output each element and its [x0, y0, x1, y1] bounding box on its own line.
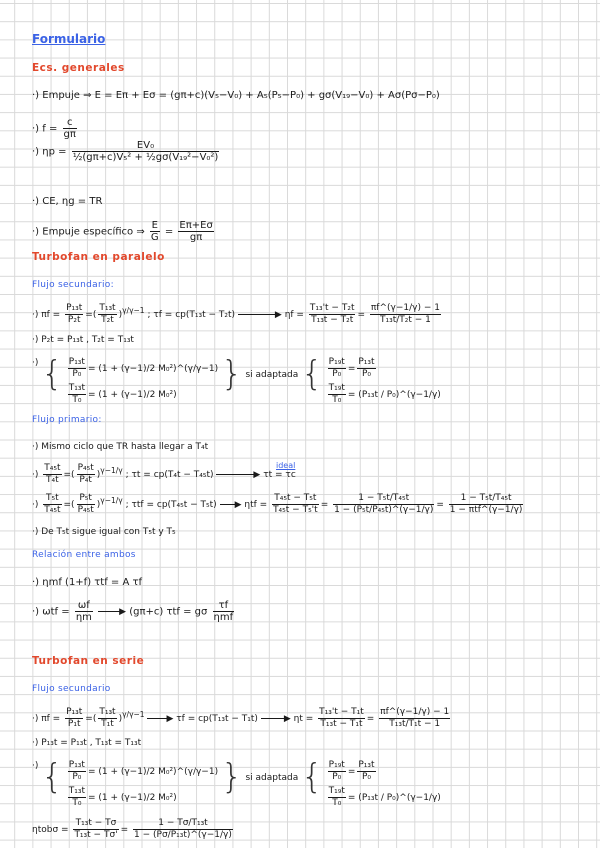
- par-ad1-frac: [328, 357, 346, 380]
- ser-pi-label: ·) πf =: [32, 714, 61, 724]
- f-denominator: gπ: [63, 129, 76, 140]
- arrow-head-icon: ▶: [234, 499, 242, 510]
- arrow-head-icon: ▶: [119, 606, 127, 617]
- subheading-primario: Flujo primario:: [32, 415, 102, 425]
- par-ad2-rhs: = (P₁₃t / P₀)^(γ−1/γ): [347, 390, 441, 400]
- p1-tau: ; τt = cp(T₄t − T₄₅t): [125, 470, 214, 480]
- par-sys2-frac: [68, 383, 86, 406]
- par-sys1-rhs: = (1 + (γ−1)/2 M₀²)^(γ/γ−1): [87, 364, 219, 374]
- left-brace: {: [301, 757, 323, 797]
- ser-eta-d: T₁₃t − T₁t: [320, 719, 363, 729]
- rel-line-1: ·) ηmf (1+f) τtf = A τf: [32, 577, 143, 588]
- par-ad1-n2: P₁₃t: [358, 357, 375, 367]
- arrow: [261, 718, 287, 719]
- ser-tobo-line: ηtobσ = $\frac{\text{T₁₃t − Tσ}}{\text{T₁₃t − Tσ'}}$ = $\frac{\text{1 − Tσ/T₁₃t}}{\text{1 − (Pσ/P₁₃t)\textasciicircum{}(γ−1/γ)}}$: [32, 818, 232, 840]
- par-ad1-frac2: [357, 357, 375, 380]
- par-pi-n1: P₁₃t: [66, 303, 83, 313]
- etap-fraction: [72, 140, 220, 163]
- par-eta-n2: πf^(γ−1/γ) − 1: [370, 303, 440, 313]
- ce-line: ·) CE, ηg = TR: [32, 196, 103, 207]
- par-pi-frac1: [65, 303, 83, 326]
- par-eta-n1: T₁₃'t − T₂t: [309, 303, 355, 313]
- par-pi-line: ·) πf = $\frac{\text{P₁₃t}}{\text{P₂t}}$ =( $\frac{\text{T₁₃t}}{\text{T₂t}}$ )$^{\gamma/\gamma-1}$ ; τf = cp(T₁₃t − T₂t) ▶ ηf = $\frac{\text{T₁₃'t − T₂t}}{\text{T₁₃t − T₂t}}$ = $\frac{\pi f\^{}(\gamma-1/\gamma) - 1}{\text{T₁₃t/T₂t − 1}}$: [32, 303, 440, 325]
- par-pi-n2: T₁₃t: [99, 303, 116, 313]
- ser-pi-line: ·) πf = $\frac{\text{P₁₃t}}{\text{P₁t}}$ =( $\frac{\text{T₁₃t}}{\text{T₁t}}$ )$^{\gamma/\gamma-1}$ ▶ τf = cp(T₁₃t − T₁t) ▶ ηt = $\frac{\text{T₁₃'t − T₁t}}{\text{T₁₃t − T₁t}}$ = $\frac{\pi f\^{}(\gamma-1/\gamma) - 1}{\text{T₁₃t/T₁t − 1}}$: [32, 707, 450, 729]
- etap-numerator: EV₀: [72, 140, 220, 152]
- ser-ad1-frac: [328, 760, 346, 783]
- p2-ed: T₄₅t − T₅'t: [273, 505, 318, 515]
- p2-d: T₄₅t: [44, 505, 61, 515]
- ser-eta-n2: πf^(γ−1/γ) − 1: [380, 707, 450, 717]
- f-numerator: c: [63, 117, 77, 129]
- par-eta-d1: T₁₃t − T₂t: [311, 315, 354, 325]
- arrow: [216, 474, 256, 475]
- empuje-especifico-label: ·) Empuje específico ⇒: [32, 226, 145, 238]
- p2-efrac1: [272, 493, 319, 516]
- esp-den-2: gπ: [189, 232, 203, 243]
- de-t5t-line: ·) De T₅t sigue igual con T₅t y T₅: [32, 527, 176, 537]
- par-ad2-frac: [328, 383, 346, 406]
- p2-d2: P₄₅t: [77, 505, 94, 515]
- etap-line: [32, 140, 221, 163]
- subheading-secundario-serie: Flujo secundario: [32, 684, 111, 694]
- par-sys1-frac: [68, 357, 86, 380]
- subheading-secundario: Flujo secundario:: [32, 280, 114, 290]
- ser-pi-d1: P₁t: [67, 719, 81, 729]
- p2-n: T₅t: [43, 493, 61, 505]
- ser-ad2-rhs: = (P₁₃t / P₀)^(γ−1/γ): [347, 793, 441, 803]
- rel2-d: ηm: [75, 612, 92, 623]
- p2-ed2: 1 − (P₅t/P₄₅t)^(γ−1/γ): [334, 505, 434, 515]
- p1-frac2: [77, 463, 95, 486]
- rel2-n: ωf: [75, 600, 93, 612]
- section-heading-paralelo: Turbofan en paralelo: [32, 251, 165, 263]
- par-tau: ; τf = cp(T₁₃t − T₂t): [147, 310, 236, 320]
- arrow-head-icon: ▶: [166, 713, 174, 724]
- ser-eta-n: T₁₃'t − T₁t: [319, 707, 364, 717]
- par-primario-2: ·) $\frac{\text{T₅t}}{\text{T₄₅t}}$ =( $\frac{\text{P₅t}}{\text{P₄₅t}}$ )$^{\gamma-1/\gamma}$ ; τtf = cp(T₄₅t − T₅t) ▶ ηtf = $\frac{\text{T₄₅t − T₅t}}{\text{T₄₅t − T₅'t}}$ = $\frac{\text{1 − T₅t/T₄₅t}}{\text{1 − (P₅t/P₄₅t)\textasciicircum{}(γ−1/γ)}}$ = $\frac{\text{1 − T₅t/T₄₅t}}{\text{1 − πtf\textasciicircum{}(γ−1/γ)}}$: [32, 493, 523, 515]
- ser-ad1-frac2: [357, 760, 375, 783]
- par-sys2-d: T₀: [72, 395, 82, 405]
- ser-eta-label: ηt =: [293, 714, 314, 724]
- rel2-n2: τf: [213, 600, 235, 612]
- ser-sys2-n: T₁₃t: [68, 786, 86, 796]
- left-brace: {: [301, 354, 323, 394]
- par-ad1-d2: P₀: [361, 369, 371, 379]
- f-fraction: [63, 117, 77, 140]
- ser-pi-exp: γ/γ−1: [122, 710, 145, 719]
- par-pi-d1: P₂t: [67, 315, 81, 325]
- empuje-formula: (gπ+c)(V₅−V₀) + A₅(P₅−P₀) + gσ(V₁₉−V₀) + Aσ(Pσ−P₀): [170, 90, 440, 101]
- par-eta-frac2: [370, 303, 441, 326]
- tobo-n: T₁₃t − Tσ: [73, 818, 118, 830]
- rel2-frac1: [75, 600, 93, 623]
- ser-pi-frac1: [65, 707, 83, 730]
- p2-eta: ηtf =: [244, 500, 268, 510]
- ser-sys1-n: P₁₃t: [68, 760, 85, 770]
- ser-eta-d2: T₁₃t/T₁t − 1: [389, 719, 441, 729]
- ser-sys2-rhs: = (1 + (γ−1)/2 M₀²): [88, 793, 177, 803]
- bullet: ·): [32, 500, 39, 510]
- arrow-head-icon: ▶: [283, 713, 291, 724]
- par-pi-d2: T₂t: [101, 315, 114, 325]
- page-title: Formulario: [32, 32, 106, 46]
- ser-tau: τf = cp(T₁₃t − T₁t): [176, 714, 258, 724]
- par-primario-1: ·) $\frac{\text{T₄₅t}}{\text{T₄t}}$ =( $\frac{\text{P₄₅t}}{\text{P₄t}}$ )$^{\gamma-1/\gamma}$ ; τt = cp(T₄t − T₄₅t) ▶ τt = τc ideal: [32, 461, 296, 485]
- par-sys1-d: P₀: [72, 369, 82, 379]
- f-label: ·) f =: [32, 123, 58, 135]
- left-brace: {: [41, 354, 63, 394]
- par-pi-exp: γ/γ−1: [122, 306, 145, 315]
- ser-sys1-d: P₀: [72, 772, 82, 782]
- rel2-frac2: [213, 600, 235, 623]
- rel2-mid: (gπ+c) τtf = gσ: [129, 606, 208, 618]
- par-adaptada: si adaptada: [245, 370, 299, 380]
- tobo-frac1: [73, 818, 118, 841]
- p1-frac1: [43, 463, 61, 486]
- bullet: ·): [32, 470, 39, 480]
- ser-ad2-n: T₁₉t: [328, 786, 345, 796]
- p2-en2: 1 − T₅t/T₄₅t: [333, 493, 434, 505]
- par-pi-frac2: [98, 303, 116, 326]
- par-sys2-n: T₁₃t: [68, 383, 86, 393]
- ideal-label: ideal: [276, 461, 296, 470]
- par-eta-label: ηf =: [284, 310, 304, 320]
- etap-label: ·) ηp =: [32, 146, 67, 158]
- arrow: [238, 314, 278, 315]
- esp-fraction-1: [150, 220, 160, 243]
- f-line: [32, 117, 79, 140]
- p2-frac1: [43, 493, 61, 516]
- p2-efrac2: [333, 493, 434, 516]
- tobo-d: T₁₃t − Tσ': [74, 830, 118, 840]
- par-ad2-d: T₀: [332, 395, 342, 405]
- p2-ed3: 1 − πtf^(γ−1/γ): [449, 505, 523, 515]
- ser-eta-frac2: [379, 707, 450, 730]
- par-pi-label: ·) πf =: [32, 310, 61, 320]
- ser-adaptada: si adaptada: [245, 773, 299, 783]
- esp-den-1: G: [150, 232, 159, 243]
- p2-efrac3: [449, 493, 524, 516]
- tobo-d2: 1 − (Pσ/P₁₃t)^(γ−1/γ): [134, 830, 232, 840]
- tobo-frac2: [133, 818, 233, 841]
- right-brace: }: [220, 354, 243, 394]
- tobo-label: ηtobσ =: [32, 825, 69, 835]
- ser-ad1-d: P₀: [332, 772, 342, 782]
- ser-system: ·) { $\frac{\text{P₁₃t}}{\text{P₀}}$ = (1 + (γ−1)/2 M₀²)^(γ/γ−1) $\frac{\text{T₁₃t}}{\text{T₀}}$ = (1 + (γ−1)/2 M₀²) } si adaptada { $\frac{\text{P₁₉t}}{\text{P₀}}$ = $\frac{\text{P₁₃t}}{\text{P₀}}$ $\frac{\text{T₁₉t}}{\text{T₀}}$ = (P₁₃t / P₀)^(γ−1/γ): [32, 757, 441, 808]
- par-sys1-n: P₁₃t: [68, 357, 85, 367]
- empuje-especifico-line: ·) Empuje específico ⇒ $\frac{E}{G}$ = $\frac{E\pi+E\sigma}{g\pi}$: [32, 220, 213, 243]
- par-eta-frac1: [309, 303, 356, 326]
- arrow-head-icon: ▶: [274, 309, 282, 320]
- p1-exp: γ−1/γ: [100, 466, 123, 475]
- ser-ad1-d2: P₀: [361, 772, 371, 782]
- rel-line-2: [32, 600, 236, 623]
- ser-pi-d2: T₁t: [101, 719, 114, 729]
- p2-en: T₄₅t − T₅t: [272, 493, 319, 505]
- p2-exp: γ−1/γ: [100, 496, 123, 505]
- ser-pi-frac2: [98, 707, 116, 730]
- ser-ad2-frac: [328, 786, 346, 809]
- ser-sys1-rhs: = (1 + (γ−1)/2 M₀²)^(γ/γ−1): [87, 767, 219, 777]
- ser-sys2-frac: [68, 786, 86, 809]
- esp-num-1: E: [151, 220, 158, 231]
- rel2-d2: ηmf: [213, 612, 234, 623]
- tobo-n2: 1 − Tσ/T₁₃t: [133, 818, 233, 830]
- ser-sys2-d: T₀: [72, 798, 82, 808]
- p1-d2: P₄t: [79, 475, 92, 485]
- p1-end: τt = τc: [263, 470, 296, 480]
- par-sys2-rhs: = (1 + (γ−1)/2 M₀²): [88, 390, 177, 400]
- empuje-line: [32, 90, 440, 102]
- esp-fraction-2: [178, 220, 213, 243]
- ser-eq-line: ·) P₁₃t = P₁₃t , T₁₃t = T₁₃t: [32, 738, 142, 748]
- p2-tau: ; τtf = cp(T₄₅t − T₅t): [125, 500, 217, 510]
- p1-n: T₄₅t: [44, 463, 61, 473]
- esp-num-2: Eπ+Eσ: [179, 220, 213, 231]
- p2-en3: 1 − T₅t/T₄₅t: [449, 493, 524, 505]
- subheading-relacion: Relación entre ambos: [32, 550, 136, 560]
- par-mismo-line: ·) Mismo ciclo que TR hasta llegar a T₄t: [32, 442, 209, 452]
- ser-pi-n2: T₁₃t: [99, 707, 116, 717]
- ser-ad2-d: T₀: [332, 798, 342, 808]
- ser-eta-frac1: [318, 707, 365, 730]
- par-ad1-n: P₁₉t: [328, 357, 345, 367]
- ser-pi-n1: P₁₃t: [66, 707, 83, 717]
- ser-ad1-n2: P₁₃t: [358, 760, 375, 770]
- par-system: ·) { $\frac{\text{P₁₃t}}{\text{P₀}}$ = (1 + (γ−1)/2 M₀²)^(γ/γ−1) $\frac{\text{T₁₃t}}{\text{T₀}}$ = (1 + (γ−1)/2 M₀²) } si adaptada { $\frac{\text{P₁₉t}}{\text{P₀}}$ = $\frac{\text{P₁₃t}}{\text{P₀}}$ $\frac{\text{T₁₉t}}{\text{T₀}}$ = (P₁₃t / P₀)^(γ−1/γ): [32, 354, 441, 405]
- ser-sys1-frac: [68, 760, 86, 783]
- par-ad2-n: T₁₉t: [328, 383, 345, 393]
- section-heading-serie: Turbofan en serie: [32, 655, 145, 667]
- right-brace: }: [220, 757, 243, 797]
- p2-frac2: [77, 493, 95, 516]
- par-eq-line: ·) P₂t = P₁₃t , T₂t = T₁₃t: [32, 335, 134, 345]
- par-eta-d2: T₁₃t/T₂t − 1: [379, 315, 431, 325]
- p1-n2: P₄₅t: [77, 463, 94, 473]
- p2-n2: P₅t: [77, 493, 95, 505]
- p1-d: T₄t: [46, 475, 59, 485]
- left-brace: {: [41, 757, 63, 797]
- arrow-head-icon: ▶: [253, 469, 261, 480]
- empuje-label: ·) Empuje ⇒ E = Eπ + Eσ =: [32, 90, 171, 101]
- rel2-label: ·) ωtf =: [32, 606, 70, 618]
- par-ad1-d: P₀: [332, 369, 342, 379]
- section-heading-generales: Ecs. generales: [32, 62, 125, 74]
- etap-denominator: ½(gπ+c)V₅² + ½gσ(V₁₉²−V₀²): [72, 152, 219, 163]
- ser-ad1-n: P₁₉t: [328, 760, 345, 770]
